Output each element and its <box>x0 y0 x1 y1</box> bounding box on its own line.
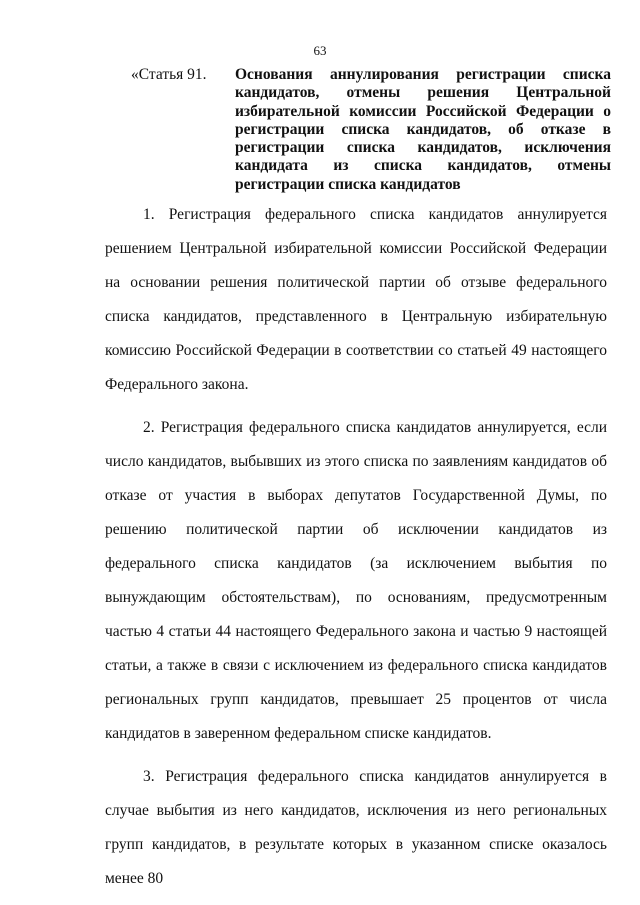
article-heading <box>131 66 611 194</box>
paragraph-3: 3. Регистрация федерального списка кандидатов аннулируется в случае выбытия из него кандидатов, исключения из него региональных групп кандидатов, в результате которых в указанном списке оказалось менее 80 <box>105 768 607 887</box>
article-title: Основания аннулирования регистрации списка кандидатов, отмены решения Центральной избирательной комиссии Российской Федерации о регистрации списка кандидатов, об отказе в регистрации списка кандидатов, исключения кандидата из списка кандидатов, отмены регистрации списка кандидатов <box>235 66 611 193</box>
article-body <box>105 198 607 905</box>
article-label: «Статья 91. <box>131 66 207 83</box>
paragraph-2: 2. Регистрация федерального списка кандидатов аннулируется, если число кандидатов, выбывших из этого списка по заявлениям кандидатов об отказе от участия в выборах депутатов Государственной Думы, по решению политической партии об исключении кандидатов из федерального списка кандидатов (за исключением выбытия по вынуждающим обстоятельствам), по основаниям, предусмотренным частью 4 статьи 44 настоящего Федерального закона и частью 9 настоящей статьи, а также в связи с исключением из федерального списка кандидатов региональных групп кандидатов, превышает 25 процентов от числа кандидатов в заверенном федеральном списке кандидатов. <box>105 419 607 742</box>
paragraph-1: 1. Регистрация федерального списка кандидатов аннулируется решением Центральной избирательной комиссии Российской Федерации на основании решения политической партии об отзыве федерального списка кандидатов, представленного в Центральную избирательную комиссию Российской Федерации в соответствии со статьей 49 настоящего Федерального закона. <box>105 206 607 393</box>
page-number: 63 <box>313 43 327 58</box>
